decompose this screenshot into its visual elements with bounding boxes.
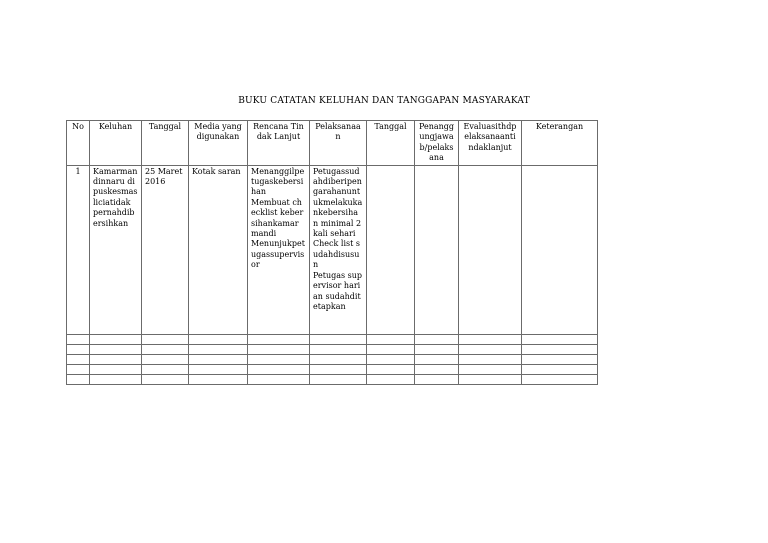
pelaksanaan-item: Petugassudahdiberipengarahanuntukmelakukankebersihan minimal 2 kali sehari	[313, 166, 363, 239]
empty-cell	[189, 344, 248, 354]
rencana-item: Menanggilpetugaskebersihan	[251, 166, 305, 197]
cell-rencana	[248, 165, 310, 334]
empty-cell	[90, 374, 142, 384]
table-row-empty	[67, 344, 598, 354]
header-keterangan: Keterangan	[522, 121, 598, 166]
cell-tanggal-2	[367, 165, 415, 334]
empty-cell	[415, 344, 459, 354]
empty-cell	[522, 374, 598, 384]
empty-cell	[415, 354, 459, 364]
pelaksanaan-item: Petugas supervisor harian sudahditetapkan	[313, 270, 363, 311]
header-tanggal: Tanggal	[142, 121, 189, 166]
empty-cell	[142, 334, 189, 344]
empty-cell	[67, 374, 90, 384]
header-rencana: Rencana Tindak Lanjut	[248, 121, 310, 166]
empty-cell	[459, 354, 522, 364]
header-pelaksanaan: Pelaksanaan	[310, 121, 367, 166]
empty-cell	[189, 374, 248, 384]
empty-cell	[415, 334, 459, 344]
empty-cell	[367, 374, 415, 384]
empty-cell	[367, 364, 415, 374]
empty-cell	[367, 344, 415, 354]
empty-cell	[142, 344, 189, 354]
empty-cell	[142, 374, 189, 384]
empty-cell	[310, 354, 367, 364]
header-no: No	[67, 121, 90, 166]
empty-cell	[248, 344, 310, 354]
empty-cell	[310, 364, 367, 374]
rencana-item: Membuat checklist kebersihankamarmandi	[251, 197, 304, 239]
table-header-row	[67, 121, 598, 166]
empty-cell	[189, 364, 248, 374]
header-tanggal-2: Tanggal	[367, 121, 415, 166]
empty-cell	[459, 334, 522, 344]
empty-cell	[142, 354, 189, 364]
empty-cell	[90, 354, 142, 364]
empty-cell	[459, 364, 522, 374]
empty-cell	[90, 364, 142, 374]
empty-cell	[248, 354, 310, 364]
cell-keterangan	[522, 165, 598, 334]
cell-no: 1	[67, 165, 90, 334]
empty-cell	[522, 334, 598, 344]
empty-cell	[248, 334, 310, 344]
header-evaluasi: Evaluasithdpelaksanaanti ndaklanjut	[459, 121, 522, 166]
header-penanggungjawab: Penanggungjawab/pelaksana	[415, 121, 459, 166]
empty-cell	[248, 374, 310, 384]
empty-cell	[310, 374, 367, 384]
empty-cell	[90, 334, 142, 344]
table-row-empty	[67, 354, 598, 364]
empty-cell	[415, 374, 459, 384]
empty-cell	[522, 354, 598, 364]
pelaksanaan-item: Check list sudahdisusun	[313, 239, 360, 270]
empty-cell	[248, 364, 310, 374]
empty-cell	[90, 344, 142, 354]
table-row-empty	[67, 364, 598, 374]
header-keluhan: Keluhan	[90, 121, 142, 166]
cell-tanggal: 25 Maret 2016	[142, 165, 189, 334]
header-media: Media yang digunakan	[189, 121, 248, 166]
empty-cell	[189, 334, 248, 344]
empty-cell	[522, 344, 598, 354]
empty-cell	[522, 364, 598, 374]
empty-cell	[67, 364, 90, 374]
cell-pelaksanaan	[310, 165, 367, 334]
cell-media: Kotak saran	[189, 165, 248, 334]
empty-cell	[459, 374, 522, 384]
cell-evaluasi	[459, 165, 522, 334]
empty-cell	[67, 334, 90, 344]
empty-cell	[67, 354, 90, 364]
empty-cell	[310, 344, 367, 354]
cell-keluhan: Kamarmandinnaru di puskesmasliciatidak pernahdibersihkan	[90, 165, 142, 334]
table-row	[67, 165, 598, 334]
empty-cell	[67, 344, 90, 354]
empty-cell	[415, 364, 459, 374]
rencana-item: Menunjukpetugassupervisor	[251, 239, 305, 270]
empty-cell	[142, 364, 189, 374]
document-title: BUKU CATATAN KELUHAN DAN TANGGAPAN MASYARAKAT	[238, 96, 530, 106]
empty-cell	[189, 354, 248, 364]
empty-cell	[310, 334, 367, 344]
empty-cell	[367, 354, 415, 364]
empty-cell	[459, 344, 522, 354]
table-row-empty	[67, 374, 598, 384]
empty-cell	[367, 334, 415, 344]
table-row-empty	[67, 334, 598, 344]
cell-penanggungjawab	[415, 165, 459, 334]
complaint-log-table	[66, 120, 598, 385]
